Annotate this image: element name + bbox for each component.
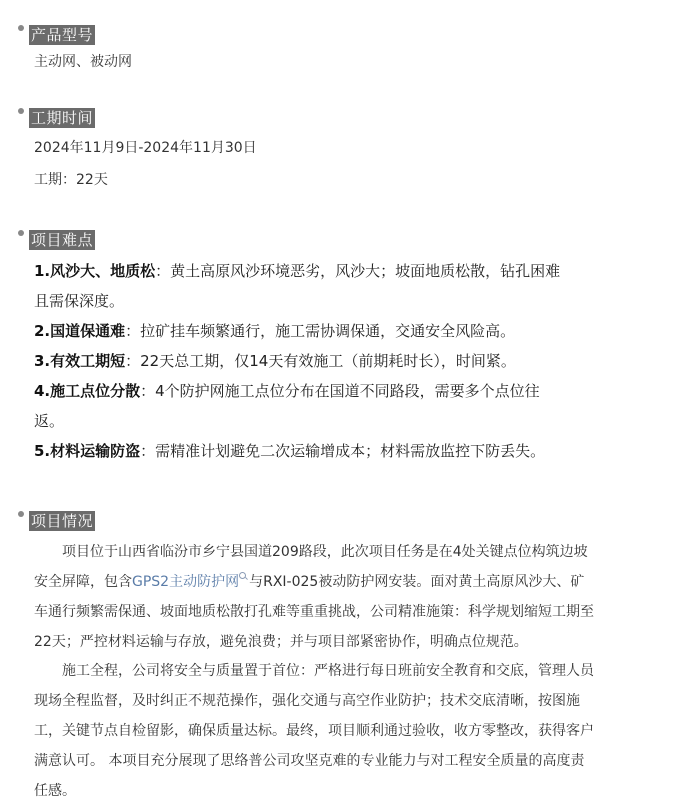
schedule-duration: 工期：22天 xyxy=(34,172,108,188)
overview-p1-line: 车通行频繁需保通、坡面地质松散打孔难等重重挑战，公司精准施策：科学规划缩短工期至 xyxy=(34,604,594,620)
difficulty-text: ：黄土高原风沙环境恶劣，风沙大；坡面地质松散，钻孔困难 xyxy=(155,262,561,280)
difficulty-text: ：拉矿挂车频繁通行，施工需协调保通，交通安全风险高。 xyxy=(125,322,516,340)
overview-p1-line: 22天；严控材料运输与存放，避免浪费；并与项目部紧密协作，明确点位规范。 xyxy=(34,634,528,650)
product-link[interactable]: GPS2主动防护网 xyxy=(132,574,240,590)
difficulty-item xyxy=(34,321,664,341)
heading-label: 产品型号 xyxy=(31,26,94,44)
schedule-range: 2024年11月9日-2024年11月30日 xyxy=(34,140,257,156)
section-heading-overview xyxy=(18,510,95,532)
difficulty-title: 4.施工点位分散 xyxy=(34,382,141,400)
overview-text: 安全屏障，包含 xyxy=(34,574,132,590)
difficulty-item-cont: 且需保深度。 xyxy=(34,292,125,310)
bullet-icon xyxy=(18,511,24,517)
difficulty-item xyxy=(34,381,664,401)
overview-p2-line: 现场全程监督，及时纠正不规范操作，强化交通与高空作业防护；技术交底清晰，按图施 xyxy=(34,693,580,709)
difficulty-text: ：4个防护网施工点位分布在国道不同路段，需要多个点位往 xyxy=(140,382,540,400)
heading-label: 项目情况 xyxy=(31,512,94,530)
section-heading-model xyxy=(18,24,95,46)
difficulty-title: 3.有效工期短 xyxy=(34,352,126,370)
overview-p2-line: 工，关键节点自检留影，确保质量达标。最终，项目顺利通过验收，收方零整改，获得客户 xyxy=(34,723,594,739)
section-heading-difficulties xyxy=(18,229,95,251)
bullet-icon xyxy=(18,108,24,114)
overview-text: 与RXI-025被动防护网安装。面对黄土高原风沙大、矿 xyxy=(249,574,585,590)
difficulty-item xyxy=(34,351,664,371)
difficulty-text: ：需精准计划避免二次运输增成本；材料需放监控下防丢失。 xyxy=(140,442,546,460)
difficulty-item xyxy=(34,261,664,281)
search-icon[interactable] xyxy=(239,572,247,584)
section-heading-schedule xyxy=(18,107,95,129)
difficulty-item xyxy=(34,441,664,461)
model-value: 主动网、被动网 xyxy=(34,54,132,70)
heading-label: 工期时间 xyxy=(31,109,94,127)
overview-p1-line xyxy=(34,572,584,592)
overview-p2-line: 施工全程，公司将安全与质量置于首位：严格进行每日班前安全教育和交底，管理人员 xyxy=(34,663,594,679)
bullet-icon xyxy=(18,25,24,31)
bullet-icon xyxy=(18,230,24,236)
difficulty-item-cont: 返。 xyxy=(34,412,65,430)
overview-p1-line: 项目位于山西省临汾市乡宁县国道209路段，此次项目任务是在4处关键点位构筑边坡 xyxy=(34,544,588,560)
difficulty-title: 5.材料运输防盗 xyxy=(34,442,141,460)
overview-p2-line: 任感。 xyxy=(34,783,76,799)
difficulty-title: 2.国道保通难 xyxy=(34,322,126,340)
difficulty-text: ：22天总工期，仅14天有效施工（前期耗时长），时间紧。 xyxy=(125,352,516,370)
overview-p2-line: 满意认可。 本项目充分展现了思络普公司攻坚克难的专业能力与对工程安全质量的高度责 xyxy=(34,753,585,769)
heading-label: 项目难点 xyxy=(31,231,94,249)
difficulty-title: 1.风沙大、地质松 xyxy=(34,262,156,280)
